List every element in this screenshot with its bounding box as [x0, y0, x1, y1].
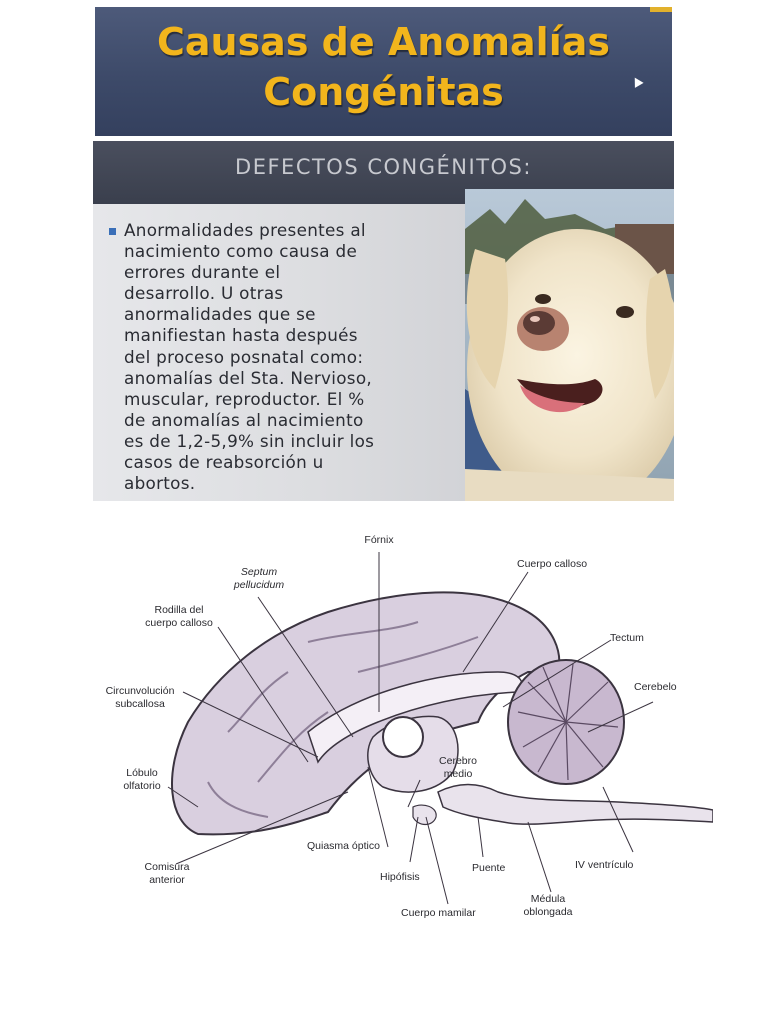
dog-photo: [465, 189, 674, 501]
label-quiasma-optico: Quiasma óptico: [307, 840, 380, 852]
label-cuerpo-calloso: Cuerpo calloso: [517, 558, 588, 570]
defects-line: desarrollo. U otras: [124, 283, 284, 304]
defects-line: anormalidades que se: [124, 304, 316, 325]
label-rodilla-line-1: Rodilla del: [154, 604, 204, 616]
slide-title: [95, 17, 672, 117]
defects-line: Anormalidades presentes al: [124, 220, 366, 240]
defects-line: manifiestan hasta después: [124, 325, 358, 346]
defects-line: anomalías del Sta. Nervioso,: [124, 367, 373, 388]
title-accent-bar: [650, 7, 672, 12]
label-iv-ventriculo: IV ventrículo: [575, 859, 634, 871]
label-cerebro-medio-line-1: Cerebro: [439, 755, 477, 767]
defects-slide: [93, 141, 674, 501]
defects-line: nacimiento como causa de: [124, 241, 358, 262]
defects-body: [93, 204, 465, 501]
label-comisura-line-2: anterior: [149, 874, 185, 886]
label-cerebro-medio: [428, 755, 488, 781]
title-slide: [95, 7, 672, 136]
label-tectum: Tectum: [610, 632, 644, 644]
label-septum-pellucidum: [228, 566, 290, 592]
label-lobulo-line-1: Lóbulo: [126, 767, 158, 779]
label-circunvolucion-line-2: subcallosa: [115, 698, 165, 710]
label-lobulo-line-2: olfatorio: [123, 780, 161, 792]
label-circunvolucion-line-1: Circunvolución: [105, 685, 175, 697]
defects-line: errores durante el: [124, 262, 281, 283]
defects-heading: DEFECTOS CONGÉNITOS:: [235, 155, 532, 179]
label-cuerpo-mamilar: Cuerpo mamilar: [401, 907, 476, 919]
dog-illustration: [465, 189, 674, 501]
bullet-icon: [109, 228, 116, 235]
label-septum-line-2: pellucidum: [233, 579, 285, 591]
label-medula-line-2: oblongada: [523, 906, 573, 918]
defects-line: casos de reabsorción u: [124, 452, 324, 473]
label-cerebelo: Cerebelo: [634, 681, 677, 693]
label-fornix: Fórnix: [364, 534, 394, 546]
brainstem-shape: [438, 785, 713, 825]
slide-title-line-1: Causas de Anomalías: [156, 20, 610, 64]
brain-diagram: [58, 522, 713, 922]
defects-line: muscular, reproductor. El %: [124, 388, 365, 409]
defects-line: de anomalías al nacimiento: [124, 409, 364, 430]
label-septum-line-1: Septum: [240, 566, 278, 578]
defects-paragraph: [124, 220, 464, 494]
defects-line: del proceso posnatal como:: [124, 346, 364, 367]
label-cerebro-medio-line-2: medio: [443, 768, 473, 780]
defects-line: abortos.: [124, 473, 196, 494]
label-puente: Puente: [472, 862, 506, 874]
label-lobulo-olfatorio: [112, 767, 172, 793]
label-rodilla-cuerpo-calloso: [138, 604, 220, 630]
defects-line: es de 1,2-5,9% sin incluir los: [124, 430, 375, 451]
label-medula-oblongada: [513, 893, 583, 919]
label-medula-line-1: Médula: [530, 893, 566, 905]
label-hipofisis: Hipófisis: [380, 871, 420, 883]
label-comisura-anterior: [136, 861, 198, 887]
label-circunvolucion-subcallosa: [98, 685, 182, 711]
label-rodilla-line-2: cuerpo calloso: [145, 617, 213, 629]
label-comisura-line-1: Comisura: [144, 861, 190, 873]
interthalamic-adhesion: [383, 717, 423, 757]
slide-title-line-2: Congénitas: [263, 70, 504, 114]
